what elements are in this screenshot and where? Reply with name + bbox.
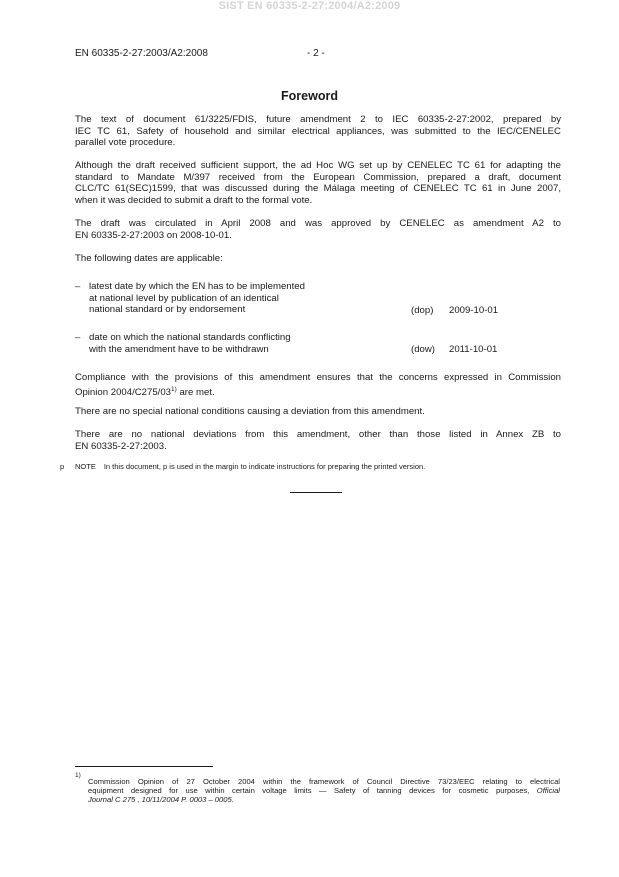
text-line: CLC/TC 61(SEC)1599, that was discussed during the Málaga meeting of CENELEC TC 61 in June 2007, bbox=[75, 183, 561, 195]
text-line: There are no national deviations from this amendment, other than those listed in Annex ZB to bbox=[75, 429, 561, 440]
dash-bullet: – bbox=[75, 332, 81, 343]
footnote-text bbox=[88, 777, 560, 805]
margin-marker: p bbox=[60, 462, 65, 471]
date-abbreviation: (dow) bbox=[411, 344, 435, 355]
document-id: EN 60335-2-27:2003/A2:2008 bbox=[75, 48, 208, 59]
text-line bbox=[88, 795, 560, 804]
paragraph-5 bbox=[75, 372, 561, 398]
text-line: EN 60335-2-27:2003 on 2008-10-01. bbox=[75, 229, 232, 241]
text-line: The draft was circulated in April 2008 and was approved by CENELEC as amendment A2 to bbox=[75, 218, 561, 229]
footnote-divider bbox=[75, 766, 213, 767]
date-value: 2009-10-01 bbox=[449, 305, 499, 316]
footnote-mark: 1) bbox=[75, 772, 81, 779]
paragraph-6 bbox=[75, 406, 561, 418]
text-line: date on which the national standards conflicting bbox=[89, 332, 291, 343]
paragraph-3 bbox=[75, 218, 561, 241]
text-line: with the amendment have to be withdrawn bbox=[89, 343, 269, 355]
text-line: Although the draft received sufficient support, the ad Hoc WG set up by CENELEC TC 61 for adapting the bbox=[75, 160, 561, 171]
paragraph-7 bbox=[75, 429, 561, 452]
text-line: at national level by publication of an identical bbox=[89, 292, 279, 304]
date-abbreviation: (dop) bbox=[411, 305, 434, 316]
text-line: when it was decided to submit a draft to the formal vote. bbox=[75, 194, 313, 206]
text-line: standard to Mandate M/397 received from the European Commission, prepared a draft, document bbox=[75, 171, 561, 183]
paragraph-2 bbox=[75, 160, 561, 206]
text-fragment-italic: Official bbox=[536, 786, 560, 796]
footnote-reference: 1) bbox=[171, 385, 177, 393]
text-line: parallel vote procedure. bbox=[75, 137, 176, 149]
section-title: Foreword bbox=[281, 89, 338, 103]
dash-bullet: – bbox=[75, 281, 81, 292]
text-fragment: are met. bbox=[176, 386, 215, 398]
watermark: SIST EN 60335-2-27:2004/A2:2009 bbox=[218, 0, 401, 12]
paragraph-4 bbox=[75, 253, 561, 265]
date-value: 2011-10-01 bbox=[449, 344, 498, 355]
text-fragment: equipment designed for use within certain voltage limits — Safety of tanning devices for cosmetic purposes, bbox=[88, 786, 530, 796]
text-line: There are no special national conditions causing a deviation from this amendment. bbox=[75, 406, 425, 417]
text-line: national standard or by endorsement bbox=[89, 304, 246, 316]
text-line: Commission Opinion of 27 October 2004 within the framework of Council Directive 73/23/EEC relating to electrical bbox=[88, 777, 560, 786]
page-number: - 2 - bbox=[307, 48, 325, 59]
text-fragment: Opinion 2004/C275/03 bbox=[75, 386, 172, 398]
end-divider bbox=[290, 492, 342, 493]
text-line: The following dates are applicable: bbox=[75, 253, 223, 264]
note-label: NOTE bbox=[75, 462, 96, 471]
date-description bbox=[89, 281, 389, 316]
text-line: The text of document 61/3225/FDIS, future amendment 2 to IEC 60335-2-27:2002, prepared by bbox=[75, 114, 561, 125]
text-fragment-italic: Journal C 275 , 10/11/2004 P. 0003 – 0005. bbox=[88, 795, 234, 805]
text-line: Compliance with the provisions of this amendment ensures that the concerns expressed in Commission bbox=[75, 372, 561, 383]
date-description bbox=[89, 332, 389, 355]
note-text: In this document, p is used in the margin to indicate instructions for preparing the printed version. bbox=[103, 462, 426, 471]
text-line bbox=[88, 786, 560, 795]
text-line: latest date by which the EN has to be implemented bbox=[89, 281, 305, 292]
paragraph-1 bbox=[75, 114, 561, 149]
text-line bbox=[75, 384, 561, 399]
note bbox=[75, 462, 425, 471]
text-line: IEC TC 61, Safety of household and similar electrical appliances, was submitted to the IEC/CENELEC bbox=[75, 125, 561, 137]
text-line: EN 60335-2-27:2003. bbox=[75, 440, 167, 452]
